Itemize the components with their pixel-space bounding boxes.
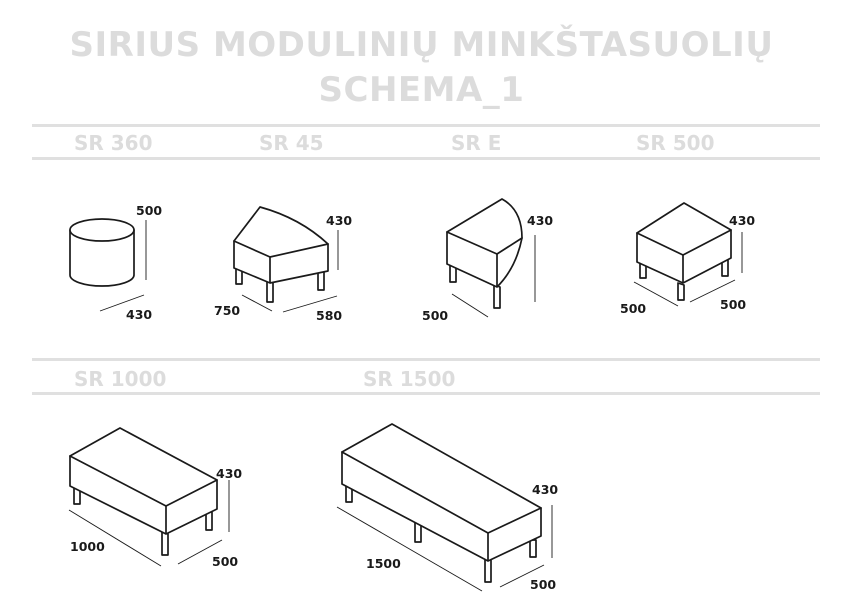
sr500-dim-width: 500 <box>720 297 747 312</box>
sr360-drawing <box>70 203 162 322</box>
sr360-dim-height: 500 <box>136 203 163 218</box>
sr1500-dim-depth: 500 <box>530 577 557 592</box>
sr500-dim-depth: 500 <box>620 301 647 316</box>
module-label-sr1500: SR 1500 <box>363 367 456 391</box>
sr1000-drawing <box>69 428 242 569</box>
sr1500-dim-height: 430 <box>532 482 559 497</box>
page-subtitle: SCHEMA_1 <box>318 70 525 110</box>
sr45-dim-height: 430 <box>326 213 353 228</box>
sr45-dim-depth: 750 <box>214 303 241 318</box>
module-label-sr360: SR 360 <box>74 131 153 155</box>
sre-dim-width: 500 <box>422 308 449 323</box>
sr1000-dim-height: 430 <box>216 466 243 481</box>
module-label-sr45: SR 45 <box>259 131 324 155</box>
sr1500-dim-length: 1500 <box>366 556 401 571</box>
sr45-drawing <box>214 207 352 323</box>
sr500-drawing <box>620 203 755 316</box>
sr1000-dim-depth: 500 <box>212 554 239 569</box>
sr45-dim-width: 580 <box>316 308 343 323</box>
module-label-sr500: SR 500 <box>636 131 715 155</box>
module-label-sre: SR E <box>451 131 502 155</box>
sr360-dim-diameter: 430 <box>126 307 153 322</box>
sr1000-dim-length: 1000 <box>70 539 105 554</box>
sre-drawing <box>422 199 553 323</box>
page-title: SIRIUS MODULINIŲ MINKŠTASUOLIŲ <box>69 25 774 65</box>
sre-dim-height: 430 <box>527 213 554 228</box>
sr500-dim-height: 430 <box>729 213 756 228</box>
sr1500-drawing <box>337 424 558 592</box>
module-label-sr1000: SR 1000 <box>74 367 167 391</box>
